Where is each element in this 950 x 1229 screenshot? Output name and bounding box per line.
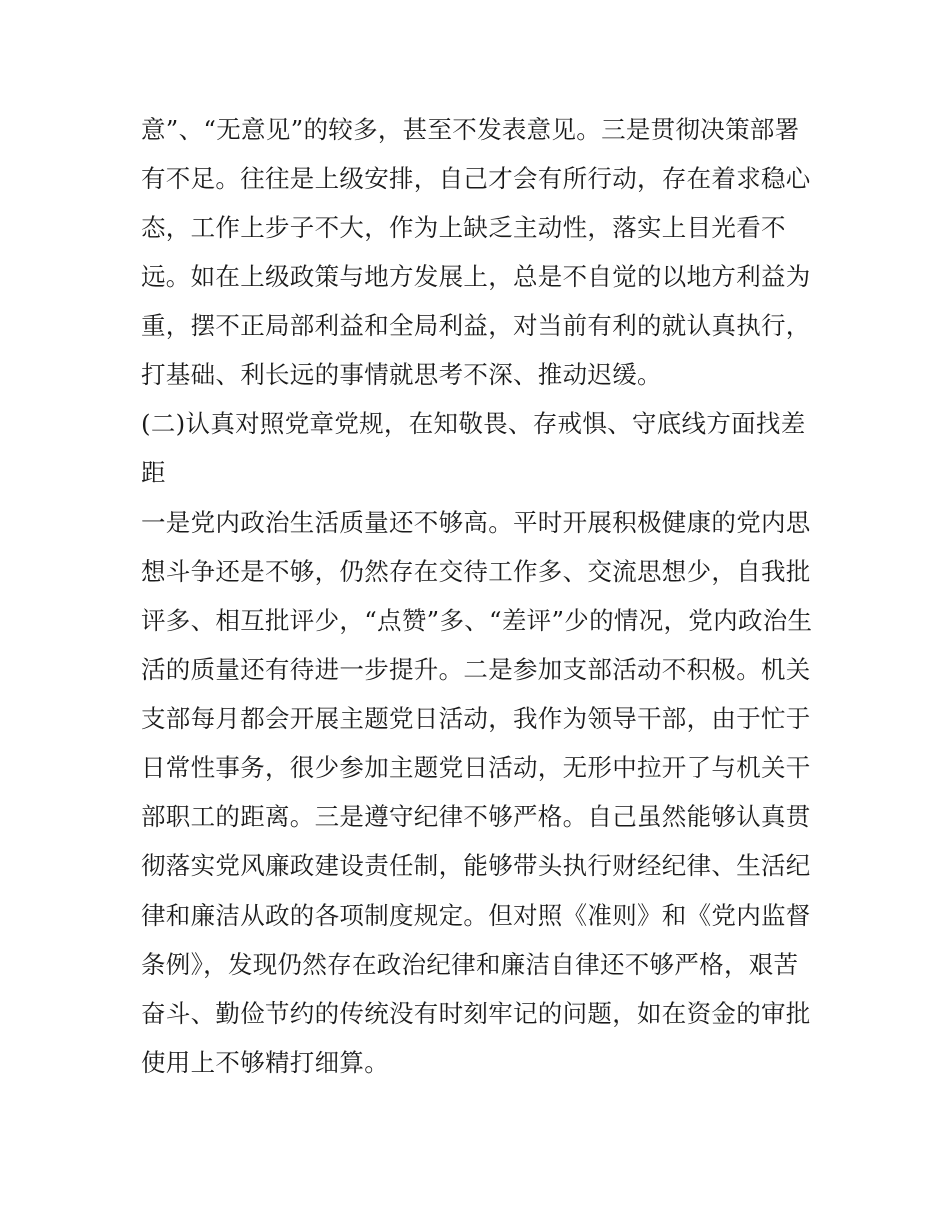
text-line: 律和廉洁从政的各项制度规定。但对照《准则》和《党内监督	[141, 901, 811, 930]
text-line: 有不足。往往是上级安排，自己才会有所行动，存在着求稳心	[141, 164, 811, 193]
text-line: 使用上不够精打细算。	[141, 1048, 389, 1077]
text-line: 态，工作上步子不大，作为上缺乏主动性，落实上目光看不	[141, 213, 786, 242]
text-line: 支部每月都会开展主题党日活动，我作为领导干部，由于忙于	[141, 704, 811, 733]
text-line: 部职工的距离。三是遵守纪律不够严格。自己虽然能够认真贯	[141, 802, 811, 831]
section-heading: (二)认真对照党章党规，在知敬畏、存戒惧、守底线方面找差	[141, 409, 806, 438]
text-line: 重，摆不正局部利益和全局利益，对当前有利的就认真执行，	[141, 311, 811, 340]
text-line: 一是党内政治生活质量还不够高。平时开展积极健康的党内思	[141, 508, 811, 537]
text-line: 想斗争还是不够，仍然存在交待工作多、交流思想少，自我批	[141, 557, 811, 586]
text-line: 彻落实党风廉政建设责任制，能够带头执行财经纪律、生活纪	[141, 851, 811, 880]
section-heading-continued: 距	[141, 458, 166, 487]
text-line: 日常性事务，很少参加主题党日活动，无形中拉开了与机关干	[141, 753, 811, 782]
text-line: 奋斗、勤俭节约的传统没有时刻牢记的问题，如在资金的审批	[141, 999, 811, 1028]
text-line: 活的质量还有待进一步提升。二是参加支部活动不积极。机关	[141, 655, 811, 684]
text-line: 条例》，发现仍然存在政治纪律和廉洁自律还不够严格，艰苦	[141, 950, 799, 979]
text-line: 打基础、利长远的事情就思考不深、推动迟缓。	[141, 360, 662, 389]
text-line: 意”、“无意见”的较多，甚至不发表意见。三是贯彻决策部署	[141, 115, 800, 144]
text-line: 评多、相互批评少，“点赞”多、“差评”少的情况，党内政治生	[141, 606, 813, 635]
text-line: 远。如在上级政策与地方发展上，总是不自觉的以地方利益为	[141, 262, 811, 291]
